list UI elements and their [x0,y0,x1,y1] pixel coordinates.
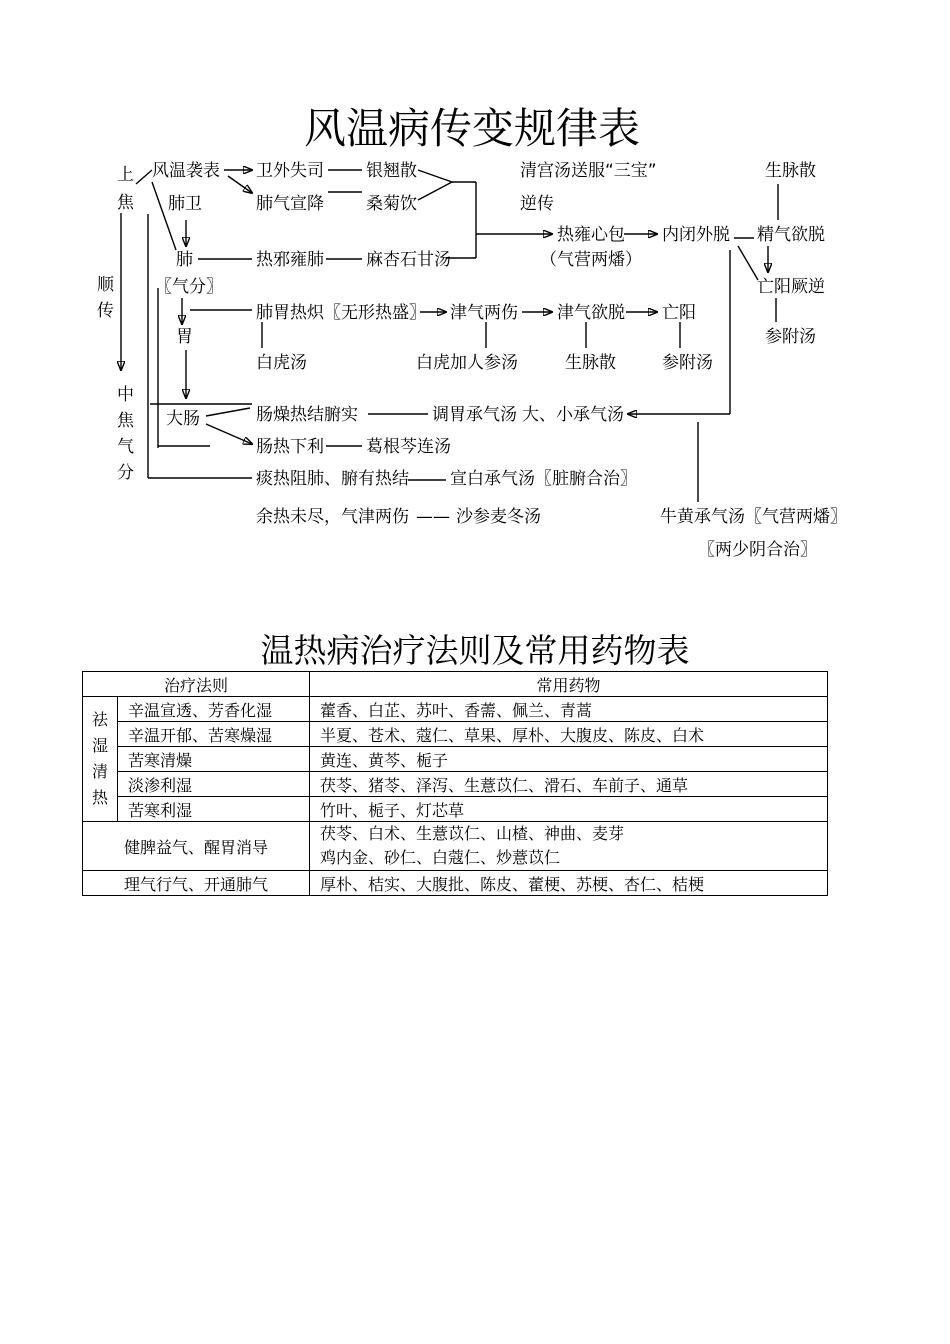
node-feiqi: 肺气宣降 [256,194,324,214]
method-cell: 健脾益气、醒胃消导 [83,822,310,871]
node-rexie: 热邪雍肺 [256,250,324,270]
transmission-diagram [0,0,950,600]
arrow-dachang-changre [206,424,252,444]
label-jiao-2: 焦 [117,411,134,431]
node-qifen: 〖气分〗 [155,277,223,297]
method-cell: 淡渗利湿 [118,772,310,797]
node-wangyang-jue: 亡阳厥逆 [757,277,825,297]
node-jingqi: 精气欲脱 [757,225,825,245]
drugs-cell: 厚朴、桔实、大腹批、陈皮、藿梗、苏梗、杏仁、桔梗 [310,871,828,896]
node-baihu: 白虎汤 [256,353,307,373]
method-cell: 辛温宣透、芳香化湿 [118,697,310,722]
node-fei: 肺 [176,250,193,270]
label-zhong: 中 [117,385,134,405]
node-yure: 余热未尽，气津两伤 [256,507,409,527]
node-yinqiao: 银翘散 [366,161,417,181]
node-tiaowei: 调胃承气汤 [432,405,517,425]
node-nichuan: 逆传 [520,194,554,214]
drugs-cell: 茯苓、猪苓、泽泻、生薏苡仁、滑石、车前子、通草 [310,772,828,797]
group-char: 热 [91,788,108,807]
node-liangshao: 〖两少阴合治〗 [698,540,817,560]
table-row [83,747,828,772]
node-daxiao: 大、小承气汤 [522,405,624,425]
line-dachang-changzao [206,408,250,416]
group-char: 清 [91,762,108,781]
node-qinggong: 清宫汤送服“三宝” [520,161,657,181]
node-shenfu-mid: 参附汤 [662,353,713,373]
method-cell: 苦寒清燥 [118,747,310,772]
header-method: 治疗法则 [83,672,310,697]
drugs-cell: 竹叶、栀子、灯芯草 [310,797,828,822]
line-neibi-wangyang [738,246,758,280]
arrow-fengwen-feiqi [228,176,252,193]
treatment-table [82,671,828,896]
label-shun: 顺 [97,275,114,295]
group-label-cell [83,697,118,822]
node-feiwei-rezhi: 肺胃热炽〖无形热盛〗 [256,303,426,323]
header-drugs: 常用药物 [310,672,828,697]
table-header-row [83,672,828,697]
table-row [83,797,828,822]
node-sangju: 桑菊饮 [366,194,417,214]
node-weiwai: 卫外失司 [256,161,324,181]
node-shenfu-right: 参附汤 [765,327,816,347]
node-gegen: 葛根芩连汤 [366,437,451,457]
node-shashen: 沙参麦冬汤 [456,507,541,527]
node-niuhuang: 牛黄承气汤〖气营两燔〗 [660,507,847,527]
drugs-line: 鸡内金、砂仁、白蔻仁、炒薏苡仁 [320,848,561,867]
node-shengmai-mid: 生脉散 [565,353,616,373]
method-cell: 辛温开郁、苦寒燥湿 [118,722,310,747]
line-yinqiao-merge [418,170,452,182]
drugs-line: 茯苓、白术、生薏苡仁、山楂、神曲、麦芽 [320,824,625,843]
node-reyong: 热雍心包 [557,225,625,245]
node-maxing: 麻杏石甘汤 [366,250,451,270]
line-fengwen-fei [152,182,176,250]
table-row [83,871,828,896]
group-char: 祛 [91,710,108,729]
node-xuanbai: 宣白承气汤〖脏腑合治〗 [450,469,637,489]
method-cell: 苦寒利湿 [118,797,310,822]
node-neibi: 内闭外脱 [662,225,730,245]
table-row [83,697,828,722]
node-shengmai-top: 生脉散 [765,161,816,181]
label-chuan: 传 [97,301,114,321]
method-cell: 理气行气、开通肺气 [83,871,310,896]
label-shang: 上 [117,165,134,185]
table-row [83,822,828,871]
drugs-cell: 藿香、白芷、苏叶、香薷、佩兰、青蒿 [310,697,828,722]
table-title: 温热病治疗法则及常用药物表 [260,631,690,670]
line-shang-fengwen [136,170,152,184]
drugs-cell: 黄连、黄芩、栀子 [310,747,828,772]
label-jiao-1: 焦 [117,193,134,213]
node-dachang: 大肠 [166,409,200,429]
node-fengwen: 风温袭表 [152,161,220,181]
node-qiying: （气营两燔） [540,250,642,270]
drugs-cell [310,822,828,871]
node-baihu-renshen: 白虎加人参汤 [416,353,518,373]
table-row [83,772,828,797]
node-wangyang: 亡阳 [662,303,696,323]
node-feiwei: 肺卫 [168,194,202,214]
node-changzao: 肠燥热结腑实 [256,405,358,425]
label-fen: 分 [117,463,134,483]
node-wei: 胃 [176,327,193,347]
node-tanre: 痰热阻肺、腑有热结 [256,469,409,489]
drugs-cell: 半夏、苍术、蔻仁、草果、厚朴、大腹皮、陈皮、白术 [310,722,828,747]
table-row [83,722,828,747]
node-jinqi-yutuo: 津气欲脱 [557,303,625,323]
line-sangju-merge [418,182,452,200]
node-jinqi-liangshang: 津气两伤 [450,303,518,323]
diagram-title: 风温病传变规律表 [303,104,641,153]
dash-yure: —— [416,507,450,527]
node-changre: 肠热下利 [256,437,324,457]
group-char: 湿 [91,736,108,755]
label-qi: 气 [117,437,134,457]
